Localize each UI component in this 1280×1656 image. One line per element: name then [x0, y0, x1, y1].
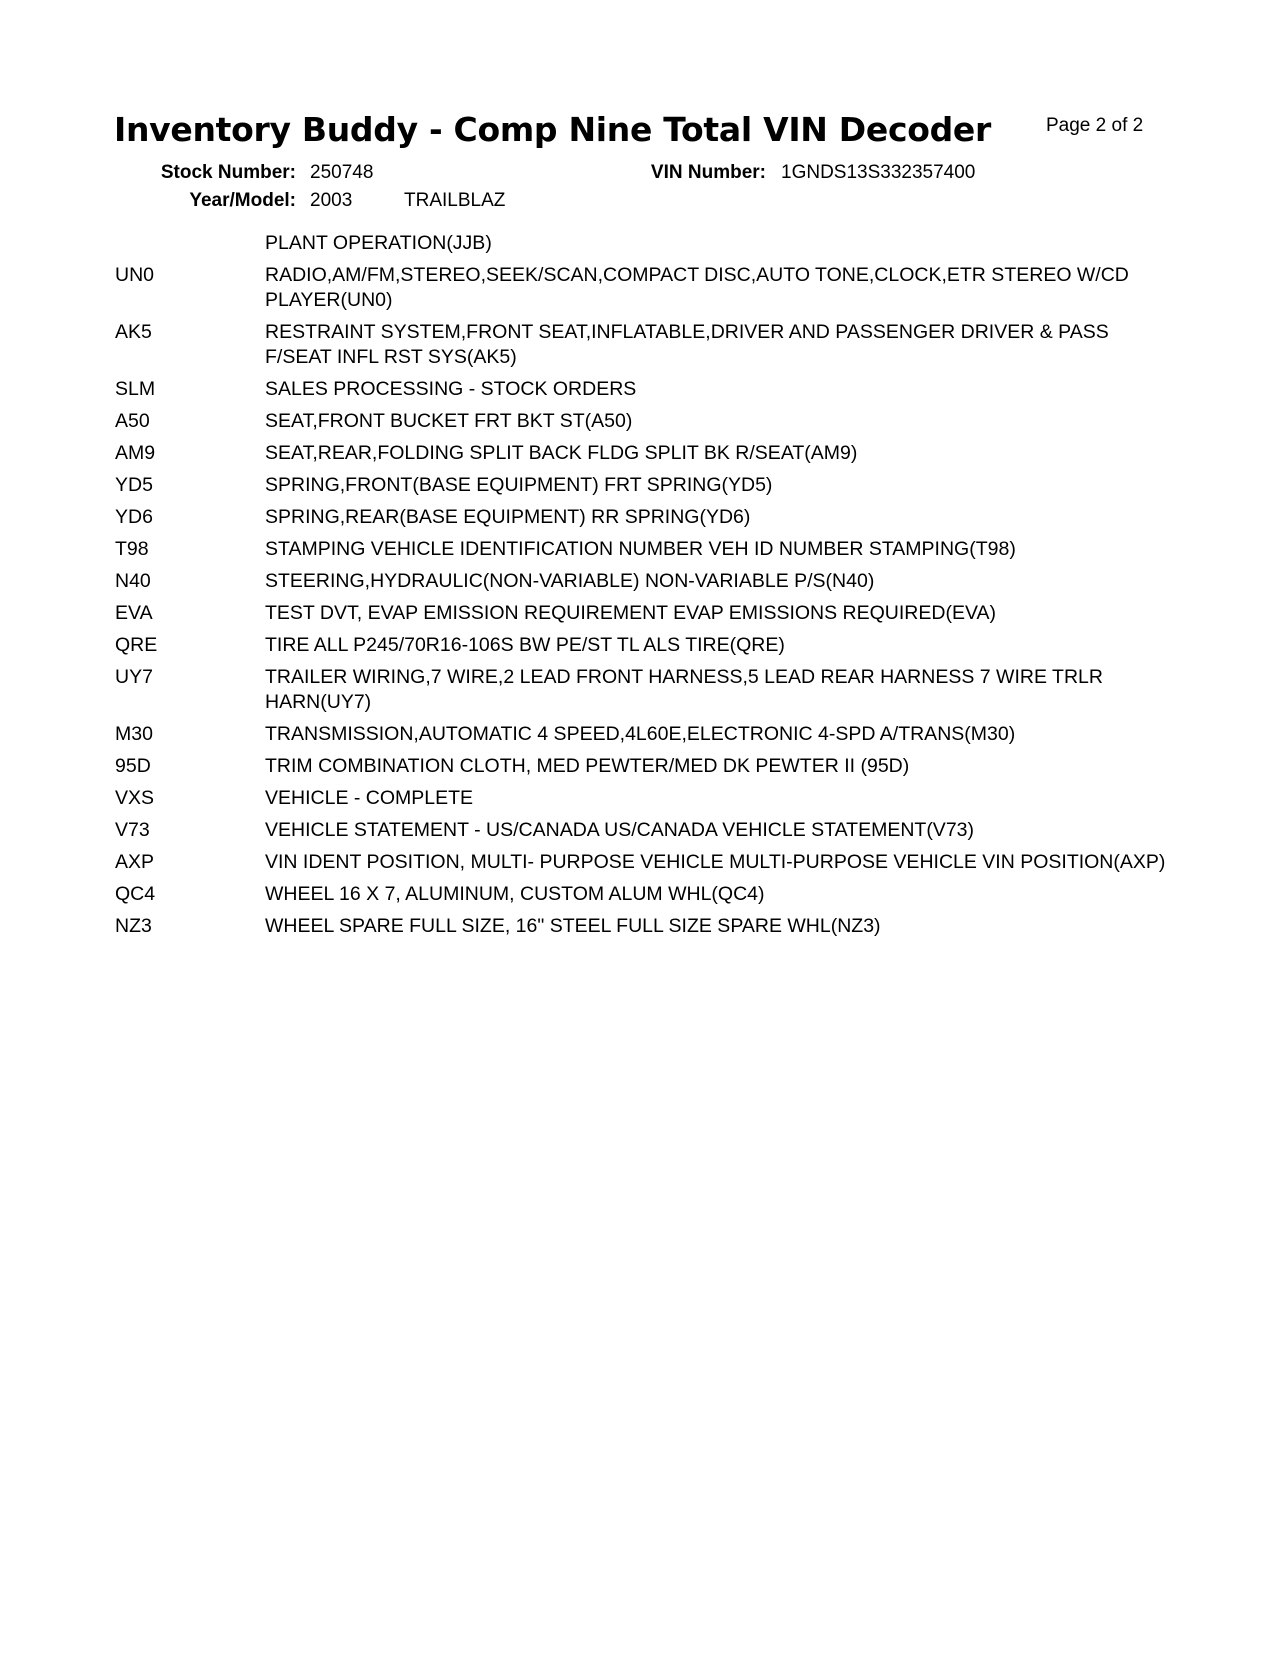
document-title: Inventory Buddy - Comp Nine Total VIN Decoder: [114, 110, 991, 149]
list-item: [115, 850, 1175, 875]
option-description: VIN IDENT POSITION, MULTI- PURPOSE VEHICLE MULTI-PURPOSE VEHICLE VIN POSITION(AXP): [265, 851, 1166, 873]
option-description: VEHICLE - COMPLETE: [265, 787, 474, 809]
option-code: M30: [115, 723, 153, 745]
option-code: AXP: [115, 851, 155, 873]
option-description: SPRING,REAR(BASE EQUIPMENT) RR SPRING(YD6): [265, 506, 751, 528]
option-description: SEAT,FRONT BUCKET FRT BKT ST(A50): [265, 410, 633, 432]
list-item: [115, 473, 1175, 498]
option-description: WHEEL 16 X 7, ALUMINUM, CUSTOM ALUM WHL(QC4): [265, 883, 765, 905]
page-number: Page 2 of 2: [1046, 115, 1144, 136]
list-item: [115, 441, 1175, 466]
option-code: T98: [115, 538, 149, 560]
option-code: A50: [115, 410, 150, 432]
list-item: [115, 633, 1175, 658]
vin-number-value: 1GNDS13S332357400: [781, 162, 976, 183]
option-code: AM9: [115, 442, 156, 464]
option-code: NZ3: [115, 915, 152, 937]
list-item: [115, 569, 1175, 594]
list-item: [115, 409, 1175, 434]
list-item: [115, 882, 1175, 907]
option-description: SALES PROCESSING - STOCK ORDERS: [265, 378, 637, 400]
year-model-label: Year/Model:: [189, 190, 296, 211]
option-code: AK5: [115, 321, 152, 343]
option-code: YD5: [115, 474, 153, 496]
list-item: [115, 320, 1175, 370]
option-description: VEHICLE STATEMENT - US/CANADA US/CANADA VEHICLE STATEMENT(V73): [265, 819, 974, 841]
option-code: YD6: [115, 506, 153, 528]
option-code: EVA: [115, 602, 153, 624]
model-value: TRAILBLAZ: [404, 190, 506, 211]
list-item: [115, 505, 1175, 530]
option-description: STEERING,HYDRAULIC(NON-VARIABLE) NON-VARIABLE P/S(N40): [265, 570, 875, 592]
option-description: TRIM COMBINATION CLOTH, MED PEWTER/MED DK PEWTER II (95D): [265, 755, 910, 777]
vin-number-label: VIN Number:: [650, 162, 766, 183]
stock-number-label: Stock Number:: [160, 162, 296, 183]
list-item: [115, 914, 1175, 939]
option-description: TIRE ALL P245/70R16-106S BW PE/ST TL ALS TIRE(QRE): [265, 634, 785, 656]
option-code: 95D: [115, 755, 151, 777]
option-code: SLM: [115, 378, 156, 400]
option-code: V73: [115, 819, 150, 841]
option-description: RESTRAINT SYSTEM,FRONT SEAT,INFLATABLE,DRIVER AND PASSENGER DRIVER & PASS F/SEAT INFL RST SYS(AK5): [265, 321, 1109, 368]
list-item: [115, 537, 1175, 562]
list-item: [115, 722, 1175, 747]
option-code: QRE: [115, 634, 158, 656]
option-code: QC4: [115, 883, 156, 905]
option-code-list: [115, 231, 1175, 946]
list-item: [115, 263, 1175, 313]
list-item: [115, 231, 1175, 256]
list-item: [115, 665, 1175, 715]
option-description: TRAILER WIRING,7 WIRE,2 LEAD FRONT HARNESS,5 LEAD REAR HARNESS 7 WIRE TRLR HARN(UY7): [265, 666, 1103, 713]
option-description: PLANT OPERATION(JJB): [265, 232, 492, 254]
option-description: SPRING,FRONT(BASE EQUIPMENT) FRT SPRING(YD5): [265, 474, 773, 496]
option-code: N40: [115, 570, 151, 592]
list-item: [115, 786, 1175, 811]
list-item: [115, 377, 1175, 402]
option-description: STAMPING VEHICLE IDENTIFICATION NUMBER VEH ID NUMBER STAMPING(T98): [265, 538, 1016, 560]
option-description: SEAT,REAR,FOLDING SPLIT BACK FLDG SPLIT BK R/SEAT(AM9): [265, 442, 858, 464]
option-code: UN0: [115, 264, 155, 286]
option-description: WHEEL SPARE FULL SIZE, 16" STEEL FULL SIZE SPARE WHL(NZ3): [265, 915, 881, 937]
option-code: VXS: [115, 787, 155, 809]
stock-number-value: 250748: [310, 162, 374, 183]
year-value: 2003: [310, 190, 353, 211]
list-item: [115, 818, 1175, 843]
option-description: TEST DVT, EVAP EMISSION REQUIREMENT EVAP EMISSIONS REQUIRED(EVA): [265, 602, 997, 624]
list-item: [115, 601, 1175, 626]
option-description: TRANSMISSION,AUTOMATIC 4 SPEED,4L60E,ELECTRONIC 4-SPD A/TRANS(M30): [265, 723, 1016, 745]
list-item: [115, 754, 1175, 779]
option-code: UY7: [115, 666, 153, 688]
option-description: RADIO,AM/FM,STEREO,SEEK/SCAN,COMPACT DISC,AUTO TONE,CLOCK,ETR STEREO W/CD PLAYER(UN0): [265, 264, 1129, 311]
